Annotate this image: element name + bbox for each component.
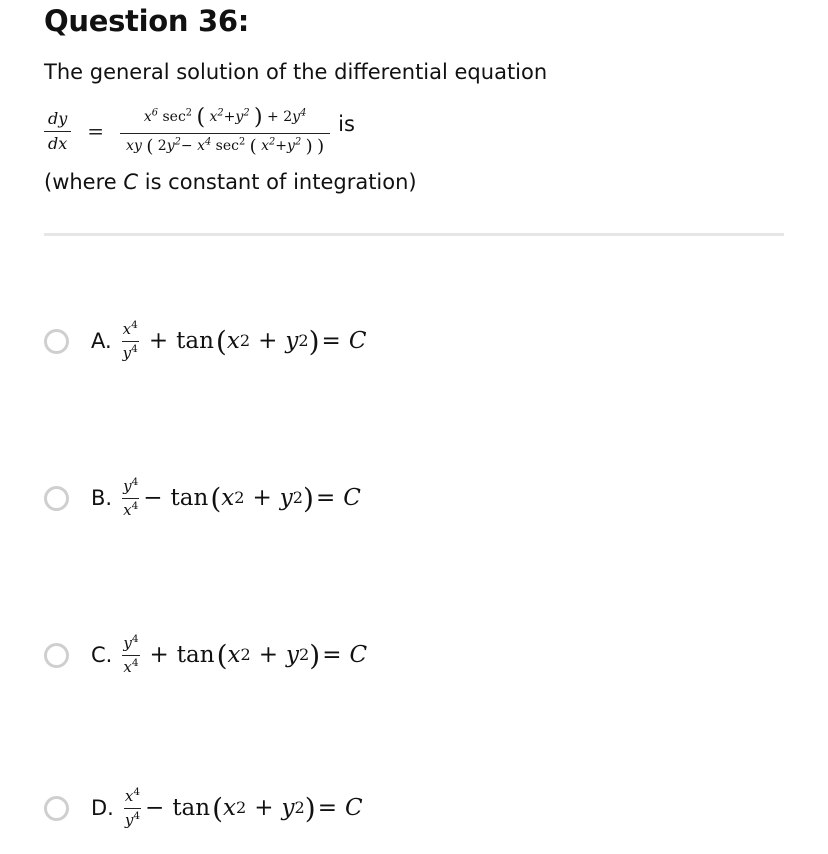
- option-letter: B.: [91, 486, 113, 510]
- option-letter: C.: [91, 643, 113, 667]
- radio-button-a[interactable]: [44, 329, 69, 354]
- option-letter: A.: [91, 329, 112, 353]
- option-b[interactable]: [44, 468, 361, 528]
- question-stem: The general solution of the differential equation: [44, 60, 548, 84]
- radio-button-b[interactable]: [44, 486, 69, 511]
- question-title: Question 36:: [44, 4, 250, 38]
- dy-dx-fraction: $\frac{dy}{dx}$: [44, 111, 71, 152]
- option-letter: D.: [91, 796, 114, 820]
- is-word: is: [338, 112, 355, 136]
- radio-button-c[interactable]: [44, 643, 69, 668]
- differential-equation: [44, 96, 355, 166]
- integration-constant-note: (where C is constant of integration): [44, 170, 417, 194]
- divider: [44, 233, 784, 236]
- option-a[interactable]: [44, 311, 366, 371]
- option-a-formula: $\frac{x^4}{y^4}$ + tan ( x 2 + y 2 ) = C: [122, 318, 367, 362]
- equals-sign: =: [87, 119, 105, 143]
- rhs-fraction: $\frac{x^6 \sec^2 ( x^2+y^2 ) + 2y^4}{xy ( 2y^2- x^4 \sec^2 ( x^2+y^2 ) )}$: [120, 107, 330, 156]
- option-c[interactable]: [44, 625, 367, 685]
- option-d-formula: $\frac{x^4}{y^4}$ − tan ( x 2 + y 2 ) = C: [124, 785, 363, 829]
- option-c-formula: $\frac{y^4}{x^4}$ + tan ( x 2 + y 2 ) = C: [123, 632, 368, 676]
- option-b-formula: $\frac{y^4}{x^4}$ − tan ( x 2 + y 2 ) = C: [123, 475, 361, 519]
- option-d[interactable]: [44, 778, 363, 838]
- radio-button-d[interactable]: [44, 796, 69, 821]
